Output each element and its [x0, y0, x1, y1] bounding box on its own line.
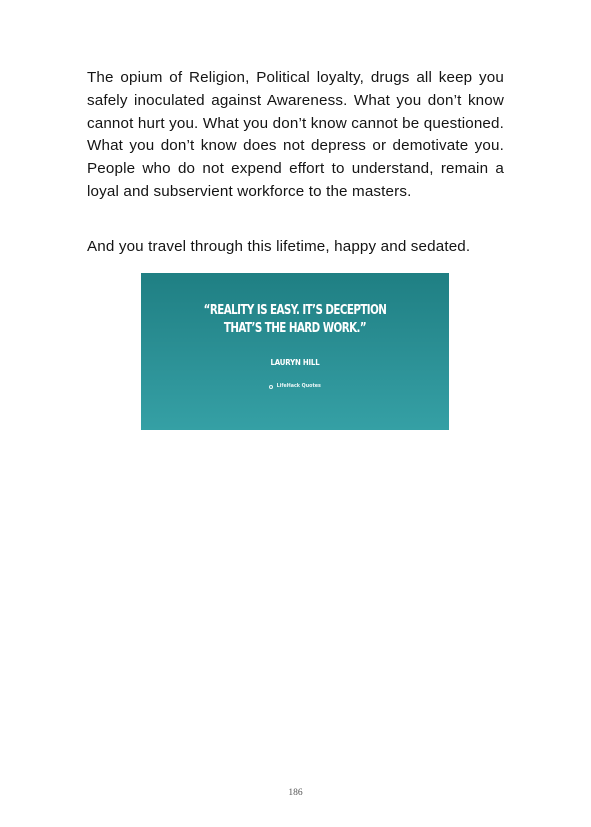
quote-brand-label: LifeHack Quotes — [276, 384, 321, 389]
quote-text: “REALITY IS EASY. IT’S DECEPTION THAT’S THE HARD WORK.” — [203, 303, 387, 336]
body-paragraph-1: The opium of Religion, Political loyalty, drugs all keep you safely inoculated against Awareness. What you don’t know cannot hurt you. What you don’t know cannot be questioned. What you don’t know does not depress or demotivate you. People who do not expend effort to understand, remain a loyal and subservient workforce to the masters. — [87, 69, 504, 200]
body-paragraph-2: And you travel through this lifetime, happy and sedated. — [87, 238, 471, 255]
quote-author: LAURYN HILL — [270, 357, 320, 367]
circle-logo-icon — [269, 385, 273, 389]
quote-brand — [141, 383, 449, 391]
page-number: 186 — [288, 788, 303, 798]
quote-image — [141, 273, 449, 430]
